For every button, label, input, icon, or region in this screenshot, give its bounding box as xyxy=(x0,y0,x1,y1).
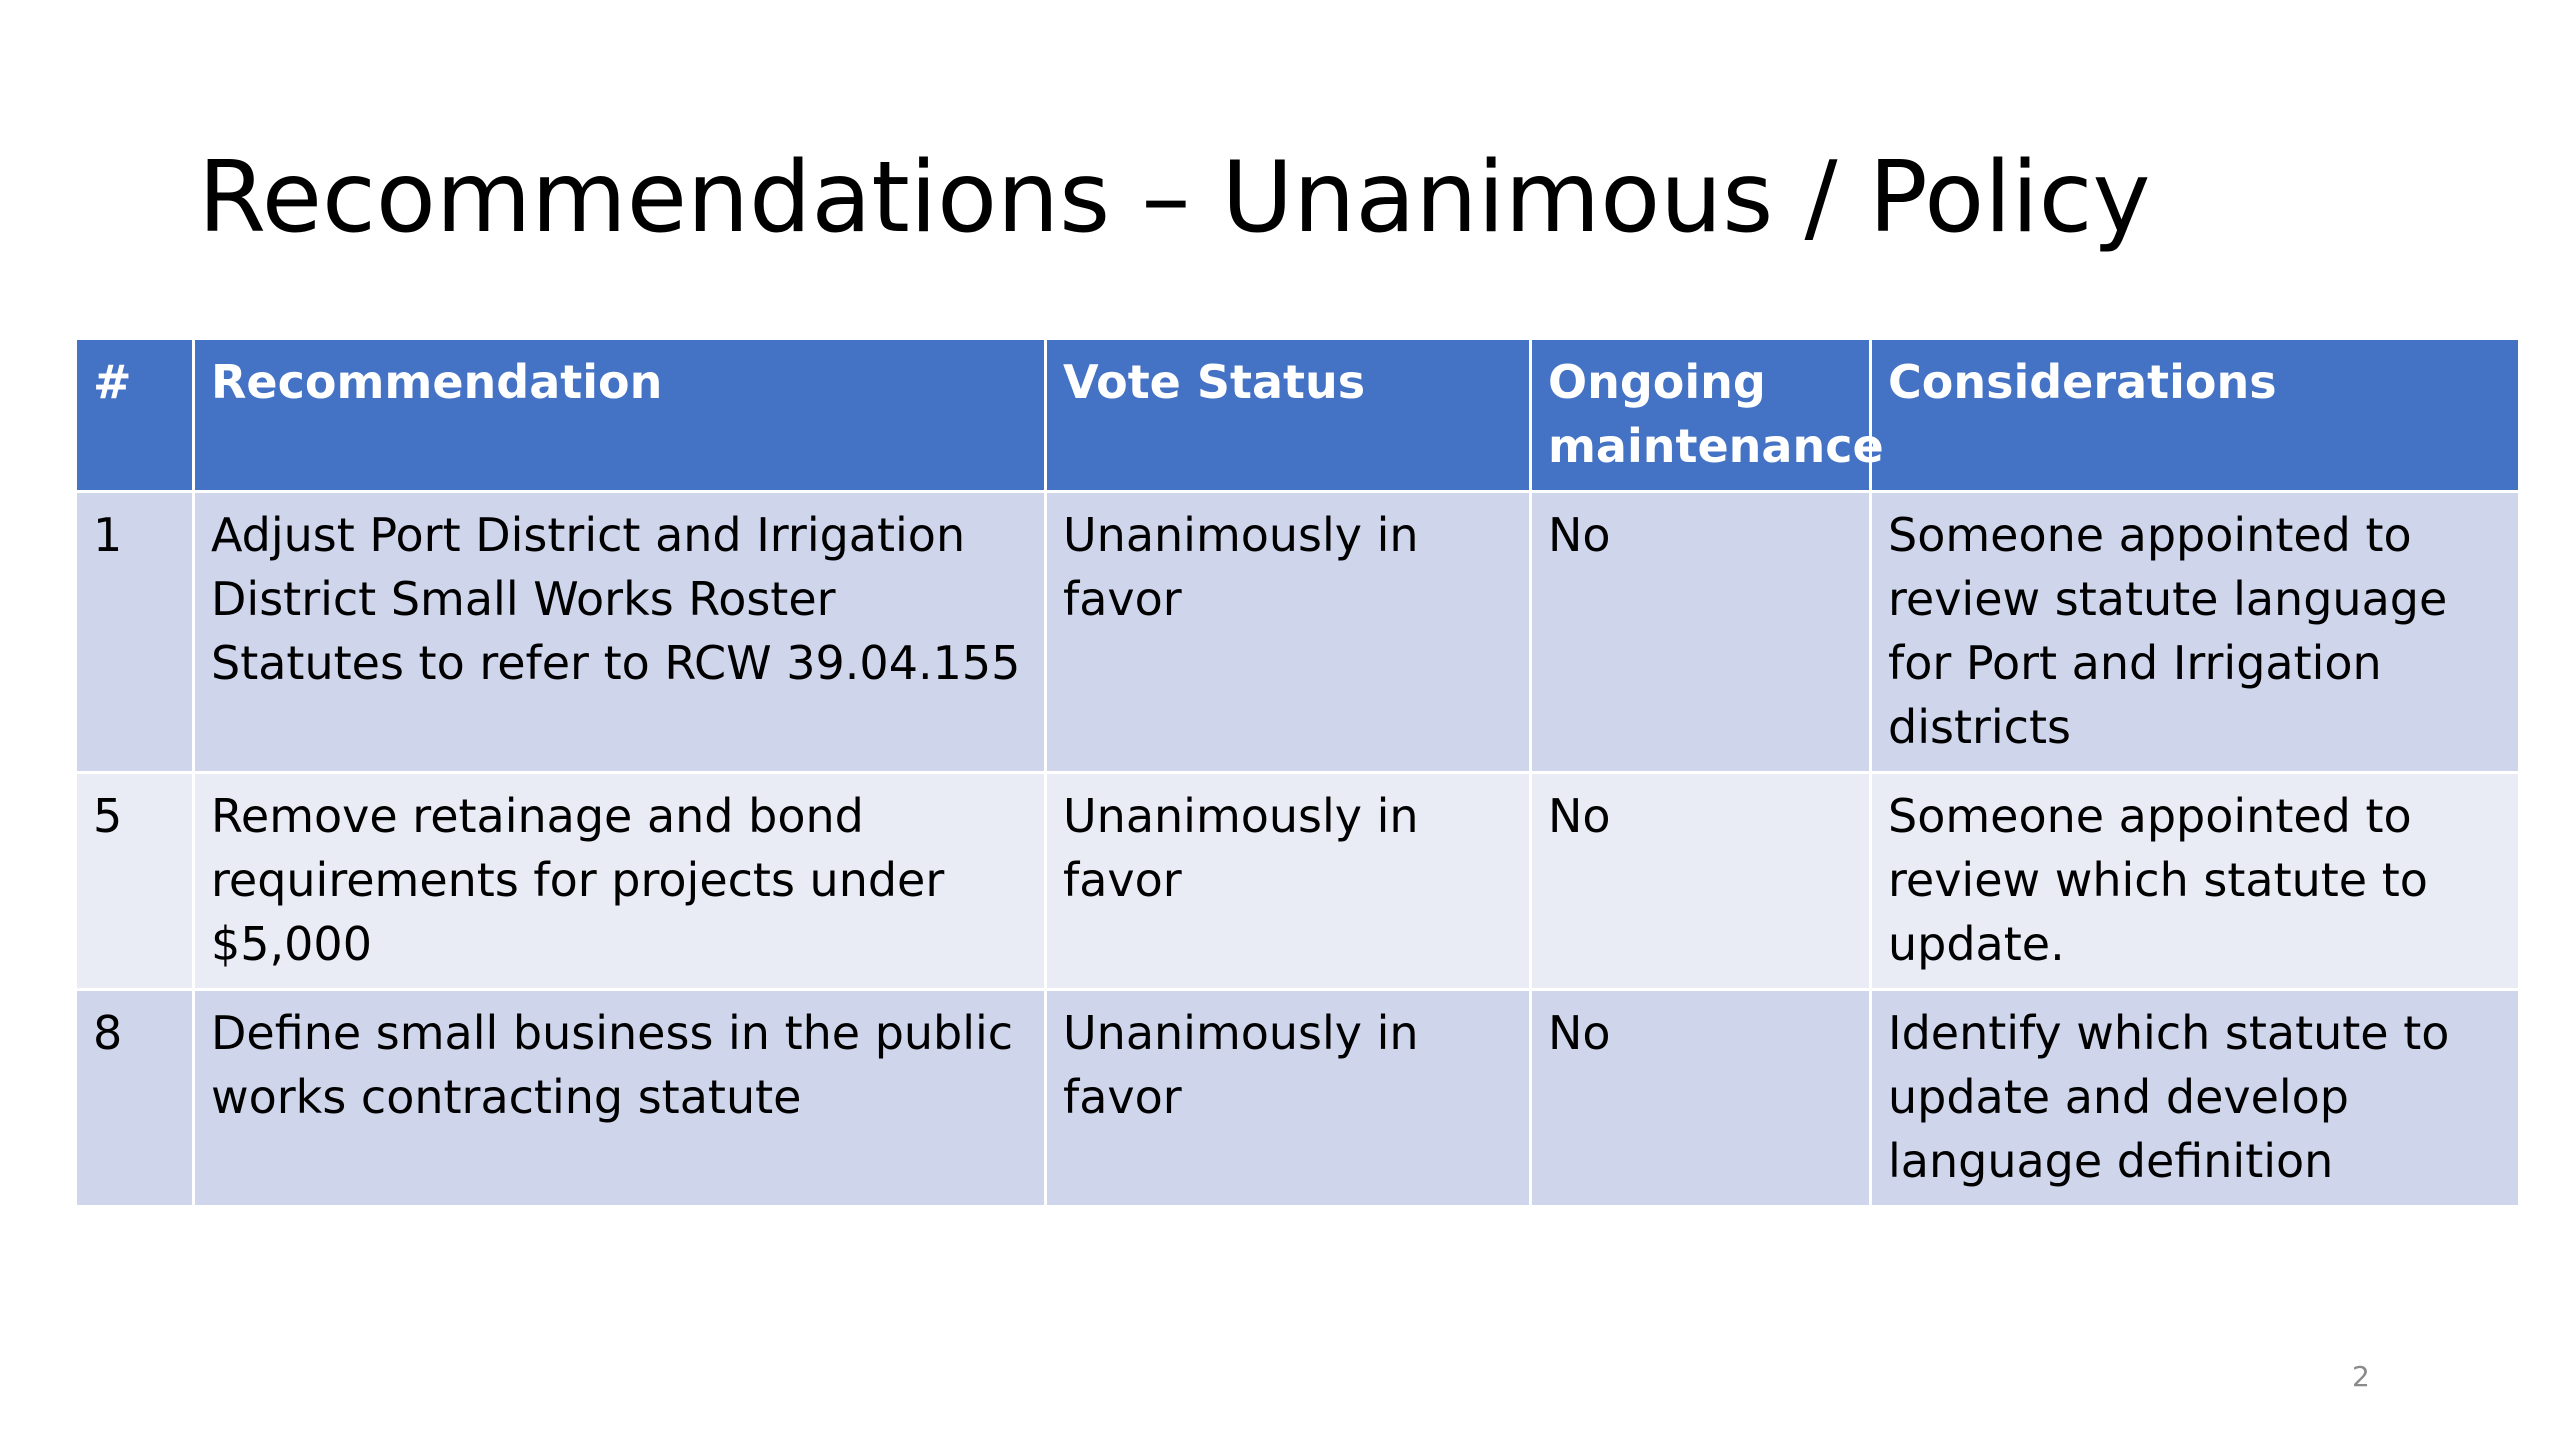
cell-vote-status: Unanimously in favor xyxy=(1046,492,1531,773)
slide-title: Recommendations – Unanimous / Policy xyxy=(198,141,2151,255)
header-ongoing-maintenance: Ongoing maintenance xyxy=(1531,339,1871,492)
recommendations-table xyxy=(74,337,2521,1208)
cell-considerations: Identify which statute to update and develop language definition xyxy=(1871,990,2520,1207)
cell-ongoing-maintenance: No xyxy=(1531,492,1871,773)
cell-recommendation: Adjust Port District and Irrigation District Small Works Roster Statutes to refer to RCW 39.04.155 xyxy=(194,492,1046,773)
cell-recommendation: Define small business in the public works contracting statute xyxy=(194,990,1046,1207)
header-number: # xyxy=(76,339,194,492)
cell-vote-status: Unanimously in favor xyxy=(1046,990,1531,1207)
cell-considerations: Someone appointed to review which statute to update. xyxy=(1871,773,2520,990)
cell-considerations: Someone appointed to review statute language for Port and Irrigation districts xyxy=(1871,492,2520,773)
cell-vote-status: Unanimously in favor xyxy=(1046,773,1531,990)
table-row xyxy=(76,773,2520,990)
table-row xyxy=(76,492,2520,773)
header-recommendation: Recommendation xyxy=(194,339,1046,492)
cell-ongoing-maintenance: No xyxy=(1531,773,1871,990)
header-considerations: Considerations xyxy=(1871,339,2520,492)
table-header-row xyxy=(76,339,2520,492)
cell-number: 5 xyxy=(76,773,194,990)
cell-recommendation: Remove retainage and bond requirements for projects under $5,000 xyxy=(194,773,1046,990)
cell-ongoing-maintenance: No xyxy=(1531,990,1871,1207)
table-row xyxy=(76,990,2520,1207)
page-number: 2 xyxy=(2352,1360,2370,1393)
cell-number: 1 xyxy=(76,492,194,773)
cell-number: 8 xyxy=(76,990,194,1207)
header-vote-status: Vote Status xyxy=(1046,339,1531,492)
